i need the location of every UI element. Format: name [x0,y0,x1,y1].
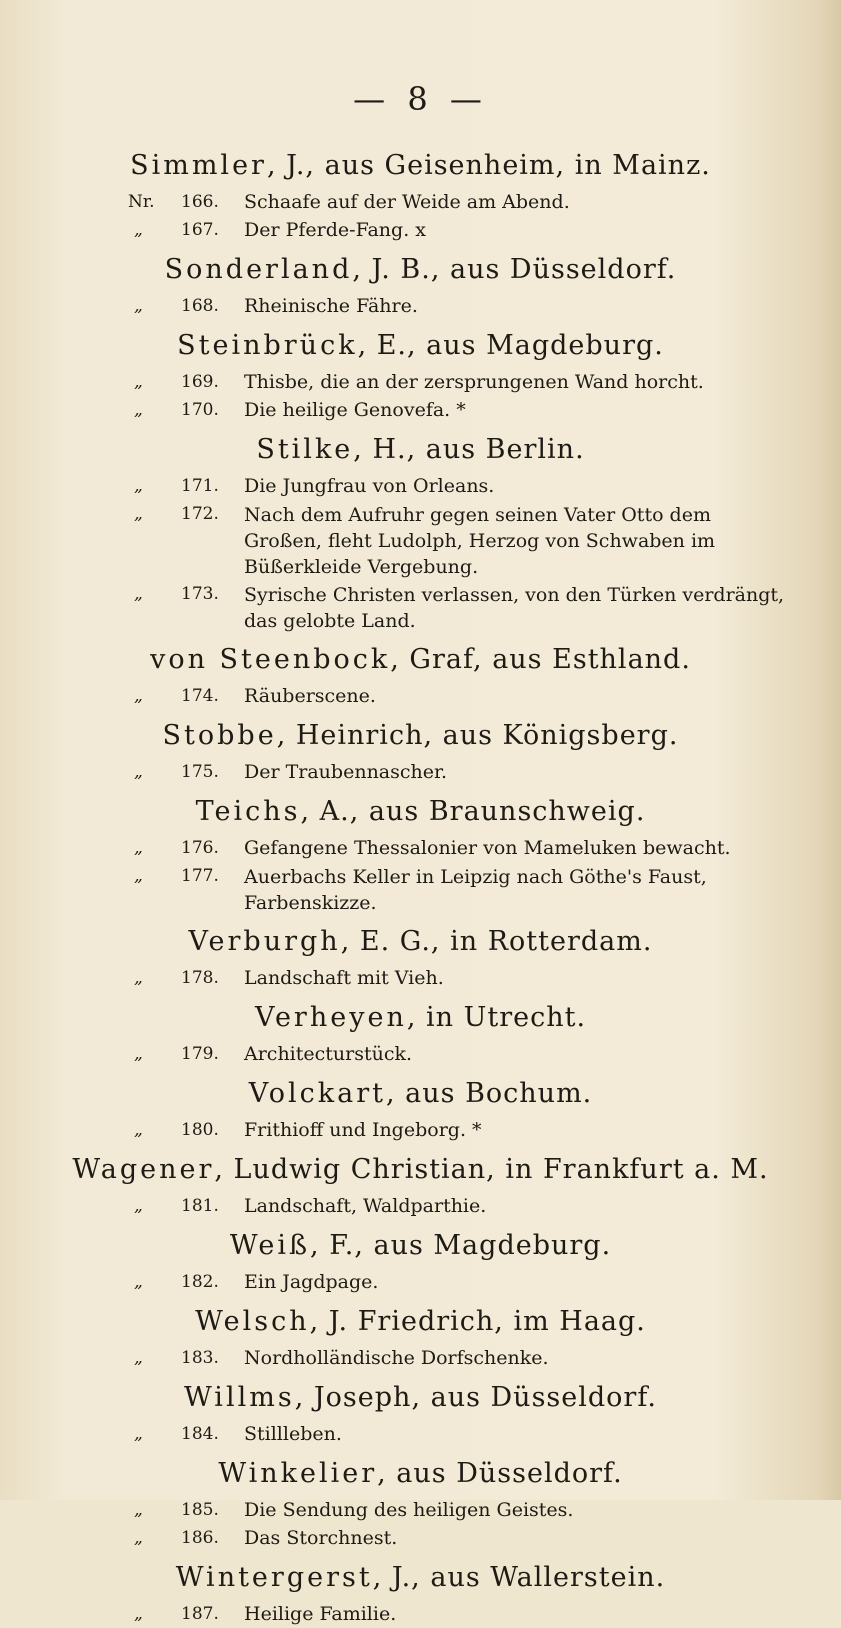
catalog-entry [0,1040,841,1068]
artist-heading [0,1456,841,1492]
artist-surname: Verheyen [254,1002,407,1033]
artist-heading [0,642,841,678]
entry-title: Syrische Christen verlassen, von den Türken verdrängt, das gelobte Land. [244,584,785,632]
catalog-entry [0,1192,841,1220]
entry-mark: „ [134,296,143,316]
artist-heading [0,328,841,364]
catalog-entry [0,682,841,710]
entry-mark: „ [134,220,143,240]
entry-mark: „ [134,1120,143,1140]
entry-title: Gefangene Thessalonier von Mameluken bewacht. [244,837,731,859]
artist-surname: Stilke [256,434,354,465]
entry-number: 182. [181,1272,219,1292]
artist-details: , J., aus Geisenheim, in Mainz. [266,150,711,181]
artist-surname: von Steenbock [150,644,391,675]
artist-heading [0,924,841,960]
entry-number: 177. [181,866,219,886]
entry-number: 166. [181,192,219,212]
entry-mark: „ [134,1528,143,1548]
entry-mark: „ [134,476,143,496]
entry-title: Thisbe, die an der zersprungenen Wand horcht. [244,371,704,393]
entry-number: 170. [181,400,219,420]
entry-mark: „ [134,1196,143,1216]
artist-details: , F., aus Magdeburg. [310,1230,612,1261]
artist-details: , E. G., in Rotterdam. [340,926,653,957]
entry-title: Räuberscene. [244,685,376,707]
artist-details: , J. B., aus Düsseldorf. [352,254,677,285]
entry-number: 171. [181,476,219,496]
artist-heading [0,1152,841,1188]
entry-mark: „ [134,1348,143,1368]
catalog-entry [0,1524,841,1552]
entry-mark: „ [134,866,143,886]
entry-title: Der Traubennascher. [244,761,448,783]
artist-details: , in Utrecht. [406,1002,587,1033]
entry-number: 178. [181,968,219,988]
entry-number: 183. [181,1348,219,1368]
artist-surname: Steinbrück [177,330,358,361]
entry-number: 181. [181,1196,219,1216]
artist-surname: Stobbe [162,720,277,751]
artist-heading [0,1228,841,1264]
catalog-entry [0,580,841,634]
entry-title: Architecturstück. [244,1043,413,1065]
entry-mark: „ [134,686,143,706]
entry-title: Frithioff und Ingeborg. * [244,1119,482,1141]
entry-title: Stillleben. [244,1423,342,1445]
entry-mark: „ [134,504,143,524]
artist-surname: Teichs [195,796,301,827]
artist-surname: Winkelier [218,1458,378,1489]
entry-mark: „ [134,762,143,782]
catalog-entry [0,1268,841,1296]
artist-surname: Welsch [195,1306,310,1337]
entry-title: Ein Jagdpage. [244,1271,379,1293]
artist-heading [0,1000,841,1036]
entry-number: 169. [181,372,219,392]
entry-mark: „ [134,1424,143,1444]
artist-surname: Verburgh [188,926,341,957]
catalog-entry [0,216,841,244]
artist-heading [0,1304,841,1340]
artist-details: , aus Düsseldorf. [377,1458,623,1489]
artist-details: , Heinrich, aus Königsberg. [276,720,679,751]
artist-details: , Graf, aus Esthland. [390,644,691,675]
entry-number: 174. [181,686,219,706]
entry-number: 180. [181,1120,219,1140]
entry-title: Das Storchnest. [244,1527,398,1549]
catalog-list [0,140,841,1628]
catalog-entry [0,862,841,916]
entry-title: Der Pferde-Fang. x [244,219,426,241]
entry-mark: „ [134,1604,143,1624]
entry-mark: „ [134,1272,143,1292]
catalog-entry [0,500,841,580]
entry-mark: „ [134,584,143,604]
catalog-entry [0,1496,841,1524]
entry-mark: „ [134,400,143,420]
entry-number: 167. [181,220,219,240]
artist-heading [0,1380,841,1416]
entry-mark: „ [134,372,143,392]
entry-number: 187. [181,1604,219,1624]
artist-heading [0,252,841,288]
artist-heading [0,1076,841,1112]
entry-mark: „ [134,1500,143,1520]
catalog-entry [0,472,841,500]
catalog-entry [0,964,841,992]
artist-details: , aus Bochum. [385,1078,593,1109]
artist-surname: Simmler [130,150,267,181]
entry-title: Die heilige Genovefa. * [244,399,466,421]
catalog-entry [0,368,841,396]
artist-heading [0,794,841,830]
catalog-entry [0,396,841,424]
catalog-entry [0,1600,841,1628]
entry-number: 172. [181,504,219,524]
entry-title: Landschaft, Waldparthie. [244,1195,487,1217]
artist-surname: Wintergerst [175,1562,373,1593]
artist-surname: Wagener [72,1154,215,1185]
entry-title: Die Jungfrau von Orleans. [244,475,495,497]
entry-number: 168. [181,296,219,316]
artist-heading [0,432,841,468]
entry-mark: „ [134,838,143,858]
catalog-entry [0,1420,841,1448]
catalog-entry [0,292,841,320]
entry-title: Nach dem Aufruhr gegen seinen Vater Otto dem Großen, fleht Ludolph, Herzog von Schwaben im Büßerkleide Vergebung. [244,504,716,578]
artist-heading [0,718,841,754]
catalog-entry [0,1116,841,1144]
catalog-entry [0,1344,841,1372]
artist-surname: Willms [184,1382,295,1413]
artist-details: , J., aus Wallerstein. [372,1562,666,1593]
entry-number: 176. [181,838,219,858]
artist-heading [0,148,841,184]
entry-number: 179. [181,1044,219,1064]
entry-number: 175. [181,762,219,782]
artist-details: , A., aus Braunschweig. [300,796,646,827]
entry-title: Rheinische Fähre. [244,295,418,317]
catalog-entry [0,188,841,216]
artist-details: , H., aus Berlin. [353,434,585,465]
artist-heading [0,1560,841,1596]
artist-surname: Sonderland [164,254,353,285]
artist-surname: Volckart [248,1078,386,1109]
entry-number: 186. [181,1528,219,1548]
entry-mark: „ [134,1044,143,1064]
entry-title: Heilige Familie. [244,1603,397,1625]
entry-number: 173. [181,584,219,604]
entry-title: Landschaft mit Vieh. [244,967,444,989]
entry-number: 184. [181,1424,219,1444]
catalog-entry [0,758,841,786]
artist-details: , J. Friedrich, im Haag. [309,1306,646,1337]
artist-details: , Joseph, aus Düsseldorf. [294,1382,657,1413]
entry-mark: Nr. [128,192,155,212]
entry-title: Schaafe auf der Weide am Abend. [244,191,570,213]
artist-details: , E., aus Magdeburg. [357,330,664,361]
entry-mark: „ [134,968,143,988]
entry-number: 185. [181,1500,219,1520]
artist-details: , Ludwig Christian, in Frankfurt a. M. [214,1154,769,1185]
page-number: — 8 — [353,80,488,118]
artist-surname: Weiß [229,1230,311,1261]
catalog-entry [0,834,841,862]
entry-title: Auerbachs Keller in Leipzig nach Göthe's Faust, Farbenskizze. [244,866,707,914]
entry-title: Die Sendung des heiligen Geistes. [244,1499,574,1521]
entry-title: Nordholländische Dorfschenke. [244,1347,549,1369]
